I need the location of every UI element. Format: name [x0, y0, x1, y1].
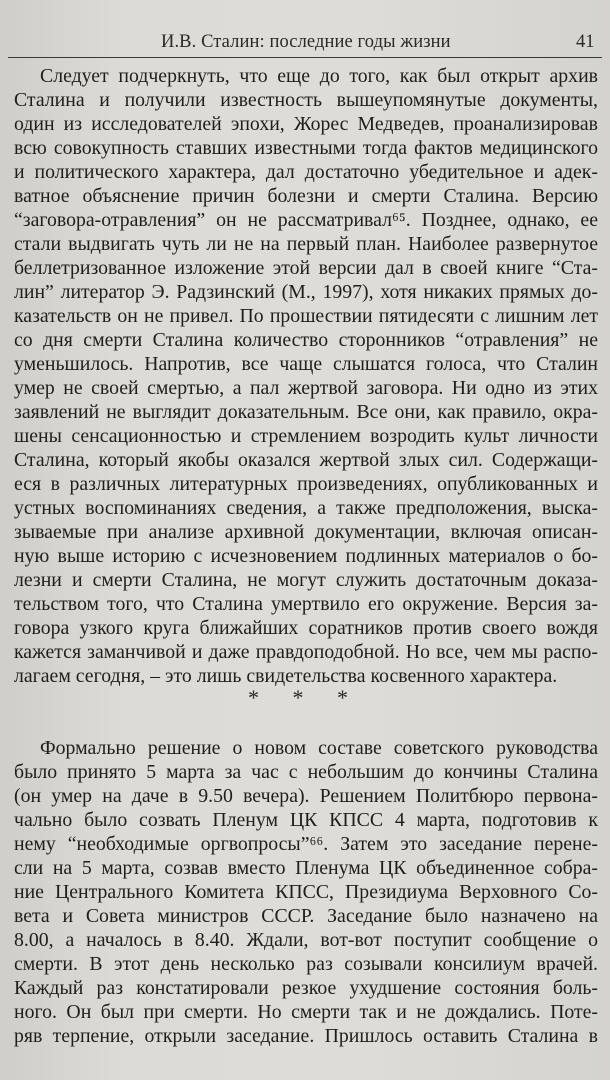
text-line: и политического характера, дал достаточно убедительное и адек-	[14, 161, 598, 183]
text-line: (он умер на даче в 9.50 вечера). Решением Политбюро первона-	[14, 785, 598, 807]
text-line: говора узкого круга ближайших соратников против своего вождя	[14, 617, 598, 639]
text-line: тельством того, что Сталина умертвило его окружение. Версия за-	[14, 593, 598, 615]
text-line: ряв терпение, открыли заседание. Пришлось оставить Сталина в	[14, 1025, 598, 1047]
text-line: казательств он не привел. По прошествии пятидесяти с лишним лет	[14, 305, 598, 327]
text-line: устных воспоминаниях сведения, а также предположения, выска-	[14, 497, 598, 519]
text-line: беллетризованное изложение этой версии дал в своей книге “Ста-	[14, 257, 598, 279]
text-line: со дня смерти Сталина количество сторонников “отравления” не	[14, 329, 598, 351]
text-line: ние Центрального Комитета КПСС, Президиума Верховного Со-	[14, 881, 598, 903]
text-line: зываемые при анализе архивной документации, включая описан-	[14, 521, 598, 543]
text-line: “заговора-отравления” он не рассматривал⁶⁵. Позднее, однако, ее	[14, 209, 598, 231]
text-line: ватное объяснение причин болезни и смерти Сталина. Версию	[14, 185, 598, 207]
section-separator: * * *	[248, 685, 362, 710]
text-line: заявлений не выглядит доказательным. Все они, как правило, окра-	[14, 401, 598, 423]
header-rule	[8, 57, 602, 58]
text-line: уменьшилось. Напротив, все чаще слышатся голоса, что Сталин	[14, 353, 598, 375]
text-line: чально было созвать Пленум ЦК КПСС 4 марта, подготовив к	[14, 809, 598, 831]
text-line: шены сенсационностью и стремлением возродить культ личности	[14, 425, 598, 447]
text-line: один из исследователей эпохи, Жорес Медведев, проанализировав	[14, 113, 598, 135]
page-number: 41	[576, 32, 595, 52]
text-line: смерти. В этот день несколько раз созывали консилиум врачей.	[14, 953, 598, 975]
running-title: И.В. Сталин: последние годы жизни	[161, 32, 451, 52]
text-line: 8.00, а началось в 8.40. Ждали, вот-вот поступит сообщение о	[14, 929, 598, 951]
text-line: всю совокупность ставших известными тогда фактов медицинского	[14, 137, 598, 159]
page-header	[0, 30, 610, 62]
text-line: Формально решение о новом составе советского руководства	[40, 737, 598, 759]
text-line: лин” литератор Э. Радзинский (М., 1997), хотя никаких прямых до-	[14, 281, 598, 303]
text-line: кажется заманчивой и даже правдоподобной. Но все, чем мы распо-	[14, 641, 598, 663]
text-line: стали выдвигать чуть ли не на первый план. Наиболее развернутое	[14, 233, 598, 255]
text-line: ного. Он был при смерти. Но смерти так и не дождались. Поте-	[14, 1001, 598, 1023]
text-line: вета и Совета министров СССР. Заседание было назначено на	[14, 905, 598, 927]
text-line: умер не своей смертью, а пал жертвой заговора. Ни одно из этих	[14, 377, 598, 399]
text-line: Следует подчеркнуть, что еще до того, как был открыт архив	[40, 65, 598, 87]
text-line: лагаем сегодня, – это лишь свидетельства косвенного характера.	[14, 665, 558, 687]
text-line: Каждый раз констатировали резкое ухудшение состояния боль-	[14, 977, 598, 999]
text-line: было принято 5 марта за час с небольшим до кончины Сталина	[14, 761, 598, 783]
text-line: Сталина и получили известность вышеупомянутые документы,	[14, 89, 598, 111]
text-line: нему “необходимые оргвопросы”⁶⁶. Затем это заседание перене-	[14, 833, 598, 855]
text-line: ную выше историю с исчезновением подлинных материалов о бо-	[14, 545, 598, 567]
text-line: еся в различных литературных произведениях, опубликованных и	[14, 473, 598, 495]
text-line: Сталина, который якобы оказался жертвой злых сил. Содержащи-	[14, 449, 598, 471]
text-line: сли на 5 марта, созвав вместо Пленума ЦК объединенное собра-	[14, 857, 598, 879]
text-line: лезни и смерти Сталина, не могут служить достаточным доказа-	[14, 569, 598, 591]
